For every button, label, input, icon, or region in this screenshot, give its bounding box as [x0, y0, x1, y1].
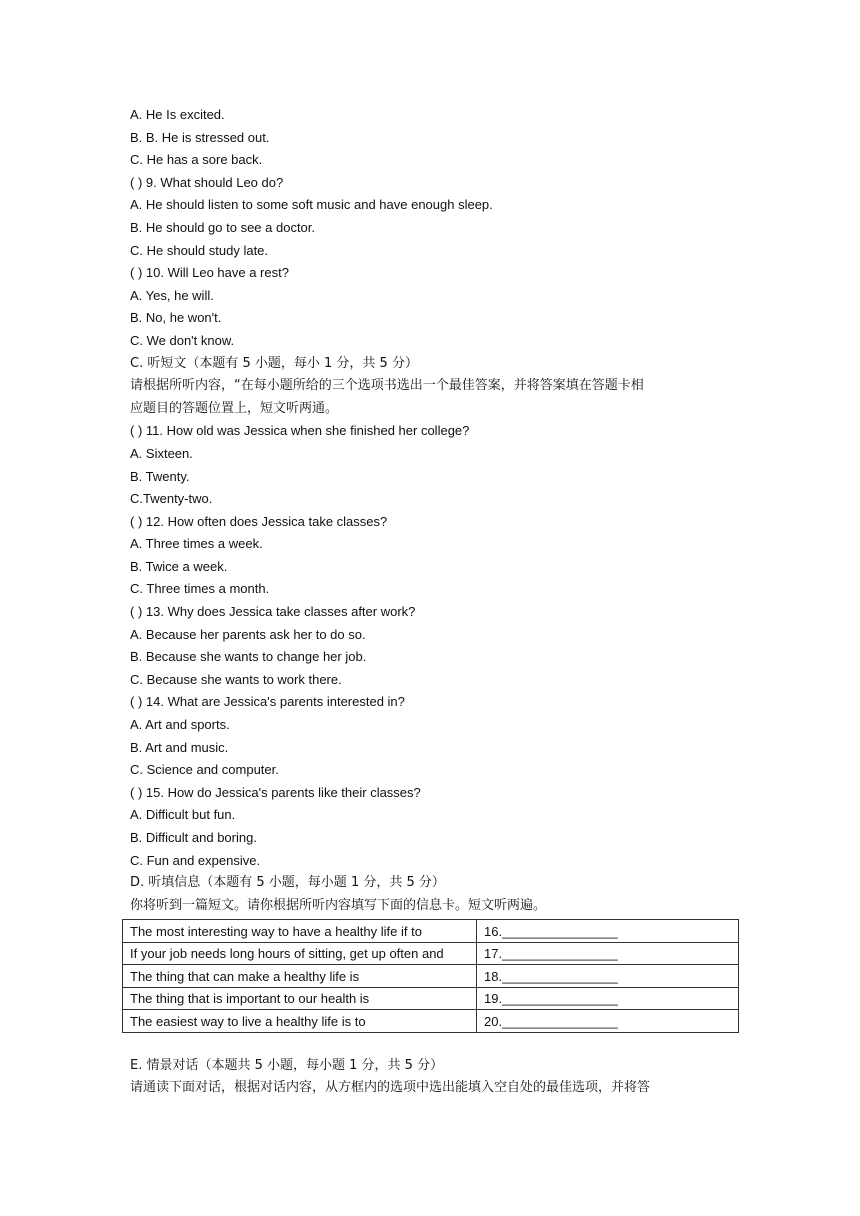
document-page [130, 104, 740, 1100]
option-line: A. Difficult but fun. [130, 807, 236, 823]
option-line: B. Difficult and boring. [130, 830, 257, 845]
option-line: B. Because she wants to change her job. [130, 649, 367, 665]
option-line: C. He has a sore back. [130, 152, 263, 168]
question-8-options-and-9-10 [130, 104, 740, 353]
table-row [123, 1010, 739, 1033]
info-prompt: The easiest way to live a healthy life is to [123, 1010, 477, 1033]
option-line: C. Science and computer. [130, 762, 279, 778]
option-line: B. Art and music. [130, 739, 229, 755]
info-card-table [122, 919, 739, 1033]
info-prompt: The thing that is important to our health is [123, 987, 477, 1010]
info-blank[interactable]: 18.________________ [477, 965, 739, 988]
info-blank[interactable]: 19.________________ [477, 987, 739, 1010]
option-line: C. Fun and expensive. [130, 852, 261, 868]
option-line: C. We don't know. [130, 332, 235, 348]
info-prompt: The thing that can make a healthy life is [123, 965, 477, 988]
section-e [130, 1055, 740, 1100]
section-c-instruction-2: 应题目的答题位置上，短文听两通。 [130, 400, 339, 416]
option-line: B. No, he won't. [130, 310, 222, 326]
option-line: A. He should listen to some soft music and have enough sleep. [130, 197, 493, 213]
section-d-instruction: 你将听到一篇短文。请你根据所听内容填写下面的信息卡。短文听两遍。 [130, 897, 547, 913]
option-line: A. Sixteen. [130, 445, 193, 461]
table-row [123, 920, 739, 943]
option-line: A. Three times a week. [130, 536, 263, 552]
info-blank[interactable]: 17.________________ [477, 942, 739, 965]
option-line: A. Art and sports. [130, 717, 230, 733]
option-line: A. Because her parents ask her to do so. [130, 626, 366, 642]
question-line: ( ) 12. How often does Jessica take classes? [130, 513, 388, 529]
table-row [123, 987, 739, 1010]
option-line: B. B. He is stressed out. [130, 129, 270, 145]
table-row [123, 965, 739, 988]
section-c [130, 353, 740, 421]
table-row [123, 942, 739, 965]
option-line: C.Twenty-two. [130, 491, 213, 507]
info-blank[interactable]: 16.________________ [477, 920, 739, 943]
section-c-instruction-1: 请根据所听内容，“在每小题所给的三个选项书选出一个最佳答案，并将答案填在答题卡相 [130, 378, 644, 394]
question-line: ( ) 9. What should Leo do? [130, 174, 284, 190]
section-d-heading: D. 听填信息（本题有 5 小题，每小题 1 分，共 5 分） [130, 875, 445, 891]
option-line: C. He should study late. [130, 242, 269, 258]
section-d [130, 872, 740, 1033]
question-line: ( ) 15. How do Jessica's parents like their classes? [130, 784, 421, 800]
section-e-instruction: 请通读下面对话，根据对话内容，从方框内的选项中选出能填入空自处的最佳选项，并将答 [130, 1080, 651, 1096]
info-blank[interactable]: 20.________________ [477, 1010, 739, 1033]
option-line: A. He Is excited. [130, 107, 225, 122]
info-prompt: If your job needs long hours of sitting, get up often and [123, 942, 477, 965]
question-line: ( ) 10. Will Leo have a rest? [130, 265, 289, 281]
question-line: ( ) 13. Why does Jessica take classes after work? [130, 604, 416, 620]
option-line: B. He should go to see a doctor. [130, 219, 316, 235]
option-line: B. Twice a week. [130, 558, 228, 574]
option-line: C. Three times a month. [130, 581, 270, 597]
info-prompt: The most interesting way to have a healthy life if to [123, 920, 477, 943]
section-e-heading: E. 情景对话（本题共 5 小题，每小题 1 分，共 5 分） [130, 1057, 444, 1073]
question-line: ( ) 14. What are Jessica's parents interested in? [130, 694, 405, 710]
section-c-heading: C. 听短文（本题有 5 小题，每小 1 分，共 5 分） [130, 355, 418, 371]
option-line: C. Because she wants to work there. [130, 671, 342, 687]
question-line: ( ) 11. How old was Jessica when she finished her college? [130, 423, 470, 439]
questions-11-15 [130, 420, 740, 872]
option-line: A. Yes, he will. [130, 287, 214, 303]
option-line: B. Twenty. [130, 468, 190, 484]
